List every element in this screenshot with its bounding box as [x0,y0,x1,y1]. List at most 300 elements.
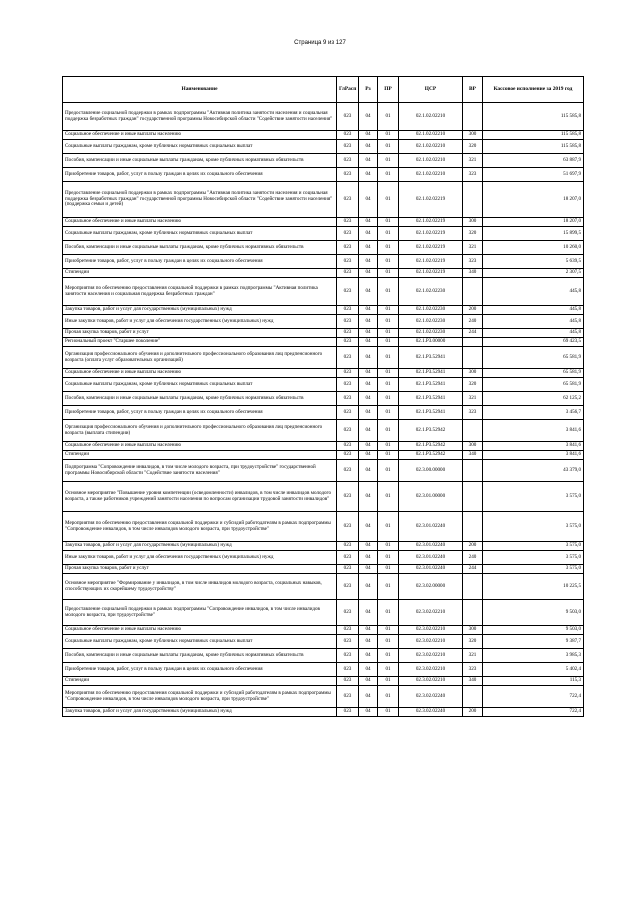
table-row [63,512,584,542]
row-name-cell: Социальное обеспечение и иные выплаты населению [63,369,337,378]
row-pr-cell: 01 [378,306,399,315]
row-pr-cell: 01 [378,686,399,708]
row-csr-cell: 02.1.02.02219 [399,218,463,227]
budget-execution-table [62,76,584,717]
row-name-cell: Закупка товаров, работ и услуг для государственных (муниципальных) нужд [63,708,337,717]
row-vr-cell [463,512,483,542]
table-row [63,420,584,442]
row-pr-cell: 01 [378,378,399,392]
row-pr-cell: 01 [378,154,399,168]
row-glrasp-cell: 023 [337,635,359,649]
row-glrasp-cell: 023 [337,278,359,306]
row-glrasp-cell: 023 [337,227,359,241]
row-vr-cell [463,574,483,600]
row-amount-cell: 115 585,8 [483,131,584,140]
row-vr-cell [463,103,483,131]
table-row [63,338,584,347]
row-name-cell: Социальное обеспечение и иные выплаты населению [63,626,337,635]
row-name-cell: Предоставление социальной поддержки в рамках подпрограммы "Активная политика занятости населения и социальная поддержка безработных граждан" государственной программы Новосибирской области "Содействие занятости населения" [63,103,337,131]
row-glrasp-cell: 023 [337,154,359,168]
row-vr-cell: 300 [463,131,483,140]
row-rz-cell: 04 [359,663,378,677]
row-amount-cell: 43 379,0 [483,460,584,482]
row-glrasp-cell: 023 [337,140,359,154]
row-pr-cell: 01 [378,131,399,140]
table-row [63,182,584,218]
row-rz-cell: 04 [359,482,378,512]
row-rz-cell: 04 [359,420,378,442]
row-amount-cell: 69 423,5 [483,338,584,347]
row-pr-cell: 01 [378,512,399,542]
row-vr-cell [463,338,483,347]
row-name-cell: Стипендии [63,451,337,460]
row-amount-cell: 3 985,3 [483,649,584,663]
table-row [63,551,584,565]
row-rz-cell: 04 [359,406,378,420]
row-glrasp-cell: 023 [337,306,359,315]
row-csr-cell: 02.1.02.02219 [399,227,463,241]
row-name-cell: Стипендии [63,269,337,278]
row-glrasp-cell: 023 [337,218,359,227]
row-pr-cell: 01 [378,255,399,269]
row-glrasp-cell: 023 [337,329,359,338]
row-amount-cell: 115 585,8 [483,140,584,154]
table-row [63,378,584,392]
row-vr-cell: 320 [463,378,483,392]
row-rz-cell: 04 [359,278,378,306]
table-row [63,406,584,420]
row-pr-cell: 01 [378,626,399,635]
row-pr-cell: 01 [378,420,399,442]
row-name-cell: Подпрограмма "Сопровождение инвалидов, в том числе молодого возраста, при трудоустройстве" государственной программы Новосибирской области "Содействие занятости населения" [63,460,337,482]
row-amount-cell: 445,8 [483,278,584,306]
row-name-cell: Социальные выплаты гражданам, кроме публичных нормативных социальных выплат [63,378,337,392]
row-vr-cell: 244 [463,565,483,574]
table-row [63,635,584,649]
row-amount-cell: 115 585,8 [483,103,584,131]
row-pr-cell: 01 [378,140,399,154]
row-vr-cell: 323 [463,255,483,269]
table-row [63,168,584,182]
row-amount-cell: 65 581,9 [483,347,584,369]
column-header-amount: Кассовое исполнение за 2019 год [483,77,584,103]
table-row [63,227,584,241]
row-vr-cell: 323 [463,663,483,677]
row-pr-cell: 01 [378,278,399,306]
row-csr-cell: 02.3.01.00000 [399,482,463,512]
table-row [63,482,584,512]
row-vr-cell: 320 [463,227,483,241]
row-vr-cell: 200 [463,708,483,717]
row-name-cell: Приобретение товаров, работ, услуг в пользу граждан в целях их социального обеспечения [63,663,337,677]
row-glrasp-cell: 023 [337,315,359,329]
table-row [63,686,584,708]
row-csr-cell: 02.3.02.02210 [399,663,463,677]
row-glrasp-cell: 023 [337,574,359,600]
row-name-cell: Иные закупки товаров, работ и услуг для обеспечения государственных (муниципальных) нужд [63,315,337,329]
row-name-cell: Организация профессионального обучения и дополнительного профессионального образования лиц предпенсионного возраста (выплата стипендии) [63,420,337,442]
row-csr-cell: 02.1.02.02210 [399,154,463,168]
row-amount-cell: 3 841,6 [483,442,584,451]
row-csr-cell: 02.3.02.02210 [399,626,463,635]
row-amount-cell: 722,4 [483,686,584,708]
row-csr-cell: 02.1.02.02210 [399,168,463,182]
row-pr-cell: 01 [378,442,399,451]
row-vr-cell [463,686,483,708]
row-glrasp-cell: 023 [337,131,359,140]
row-rz-cell: 04 [359,542,378,551]
row-rz-cell: 04 [359,140,378,154]
row-glrasp-cell: 023 [337,460,359,482]
row-vr-cell [463,182,483,218]
row-pr-cell: 01 [378,708,399,717]
row-vr-cell [463,460,483,482]
row-name-cell: Основное мероприятие "Формирование у инвалидов, в том числе инвалидов молодого возраста, социальных навыков, способствующих их скорейшему трудоустройству" [63,574,337,600]
row-glrasp-cell: 023 [337,255,359,269]
column-header-name: Наименование [63,77,337,103]
row-pr-cell: 01 [378,392,399,406]
column-header-pr: ПР [378,77,399,103]
row-name-cell: Закупка товаров, работ и услуг для государственных (муниципальных) нужд [63,306,337,315]
row-amount-cell: 445,8 [483,306,584,315]
row-pr-cell: 01 [378,663,399,677]
row-rz-cell: 04 [359,565,378,574]
row-rz-cell: 04 [359,378,378,392]
table-row [63,306,584,315]
row-name-cell: Пособия, компенсации и иные социальные выплаты гражданам, кроме публичных нормативных обязательств [63,241,337,255]
row-pr-cell: 01 [378,338,399,347]
row-glrasp-cell: 023 [337,420,359,442]
row-pr-cell: 01 [378,103,399,131]
row-rz-cell: 04 [359,392,378,406]
row-amount-cell: 5 402,4 [483,663,584,677]
row-pr-cell: 01 [378,460,399,482]
row-csr-cell: 02.3.01.02240 [399,565,463,574]
row-pr-cell: 01 [378,542,399,551]
row-csr-cell: 02.3.02.02210 [399,649,463,663]
row-vr-cell: 323 [463,406,483,420]
row-vr-cell [463,482,483,512]
table-row [63,451,584,460]
row-amount-cell: 3 575,0 [483,512,584,542]
row-amount-cell: 3 575,0 [483,565,584,574]
row-amount-cell: 445,8 [483,315,584,329]
row-csr-cell: 02.1.P3.52941 [399,378,463,392]
row-amount-cell: 18 207,0 [483,182,584,218]
row-glrasp-cell: 023 [337,103,359,131]
row-rz-cell: 04 [359,574,378,600]
row-name-cell: Предоставление социальной поддержки в рамках подпрограммы "Активная политика занятости населения и социальная поддержка безработных граждан" государственной программы Новосибирской области "Содействие занятости населения" (поддержка семьи и детей) [63,182,337,218]
row-rz-cell: 04 [359,131,378,140]
row-name-cell: Прочая закупка товаров, работ и услуг [63,329,337,338]
row-rz-cell: 04 [359,551,378,565]
row-glrasp-cell: 023 [337,338,359,347]
row-glrasp-cell: 023 [337,663,359,677]
table-row [63,269,584,278]
table-row [63,131,584,140]
row-glrasp-cell: 023 [337,442,359,451]
row-pr-cell: 01 [378,551,399,565]
table-row [63,329,584,338]
table-row [63,663,584,677]
row-glrasp-cell: 023 [337,168,359,182]
column-header-vr: ВР [463,77,483,103]
table-row [63,708,584,717]
row-glrasp-cell: 023 [337,677,359,686]
row-csr-cell: 02.1.P3.52942 [399,420,463,442]
row-amount-cell: 9 503,0 [483,600,584,626]
row-name-cell: Прочая закупка товаров, работ и услуг [63,565,337,574]
table-row [63,565,584,574]
row-rz-cell: 04 [359,460,378,482]
column-header-glrasp: ГлРасп [337,77,359,103]
row-amount-cell: 3 841,6 [483,420,584,442]
row-pr-cell: 01 [378,406,399,420]
row-csr-cell: 02.1.02.02219 [399,269,463,278]
row-rz-cell: 04 [359,306,378,315]
row-rz-cell: 04 [359,182,378,218]
row-vr-cell: 340 [463,451,483,460]
row-csr-cell: 02.1.P3.52942 [399,451,463,460]
row-rz-cell: 04 [359,255,378,269]
row-name-cell: Пособия, компенсации и иные социальные выплаты гражданам, кроме публичных нормативных обязательств [63,154,337,168]
table-row [63,140,584,154]
row-pr-cell: 01 [378,574,399,600]
row-pr-cell: 01 [378,677,399,686]
row-name-cell: Социальные выплаты гражданам, кроме публичных нормативных социальных выплат [63,227,337,241]
row-glrasp-cell: 023 [337,626,359,635]
row-name-cell: Социальное обеспечение и иные выплаты населению [63,442,337,451]
row-rz-cell: 04 [359,329,378,338]
row-rz-cell: 04 [359,315,378,329]
column-header-csr: ЦСР [399,77,463,103]
table-row [63,574,584,600]
row-glrasp-cell: 023 [337,269,359,278]
row-name-cell: Мероприятия по обеспечению предоставления социальной поддержки и субсидий работодателям в рамках подпрограммы "Сопровождение инвалидов, в том числе инвалидов молодого возраста, при трудоустройстве" [63,512,337,542]
row-csr-cell: 02.1.02.02219 [399,182,463,218]
row-vr-cell: 321 [463,649,483,663]
row-csr-cell: 02.1.P3.52941 [399,369,463,378]
row-vr-cell: 320 [463,140,483,154]
row-glrasp-cell: 023 [337,649,359,663]
row-rz-cell: 04 [359,677,378,686]
row-pr-cell: 01 [378,635,399,649]
row-amount-cell: 63 887,9 [483,154,584,168]
row-glrasp-cell: 023 [337,600,359,626]
row-name-cell: Мероприятия по обеспечению предоставления социальной поддержки в рамках подпрограммы "Активная политика занятости населения и социальная поддержка безработных граждан" [63,278,337,306]
row-csr-cell: 02.1.P3.00000 [399,338,463,347]
row-glrasp-cell: 023 [337,542,359,551]
row-vr-cell: 321 [463,154,483,168]
row-csr-cell: 02.1.02.02230 [399,278,463,306]
row-vr-cell: 320 [463,635,483,649]
row-amount-cell: 65 581,9 [483,369,584,378]
table-row [63,218,584,227]
row-vr-cell [463,347,483,369]
row-amount-cell: 722,4 [483,708,584,717]
row-vr-cell: 200 [463,542,483,551]
row-glrasp-cell: 023 [337,378,359,392]
row-name-cell: Иные закупки товаров, работ и услуг для обеспечения государственных (муниципальных) нужд [63,551,337,565]
row-vr-cell: 321 [463,241,483,255]
row-amount-cell: 3 575,0 [483,542,584,551]
row-name-cell: Приобретение товаров, работ, услуг в пользу граждан в целях их социального обеспечения [63,168,337,182]
row-csr-cell: 02.1.02.02210 [399,103,463,131]
row-vr-cell: 300 [463,369,483,378]
row-rz-cell: 04 [359,103,378,131]
row-rz-cell: 04 [359,218,378,227]
row-csr-cell: 02.1.P3.52941 [399,406,463,420]
table-row [63,255,584,269]
row-csr-cell: 02.3.01.02240 [399,512,463,542]
row-pr-cell: 01 [378,347,399,369]
row-vr-cell: 340 [463,677,483,686]
row-name-cell: Социальные выплаты гражданам, кроме публичных нормативных социальных выплат [63,140,337,154]
row-vr-cell [463,420,483,442]
table-row [63,154,584,168]
table-row [63,103,584,131]
row-pr-cell: 01 [378,649,399,663]
row-csr-cell: 02.3.02.02210 [399,677,463,686]
row-rz-cell: 04 [359,227,378,241]
row-glrasp-cell: 023 [337,512,359,542]
row-pr-cell: 01 [378,227,399,241]
row-amount-cell: 5 639,5 [483,255,584,269]
page-number-label: Страница 9 из 127 [294,40,346,46]
row-amount-cell: 3 575,0 [483,482,584,512]
row-rz-cell: 04 [359,512,378,542]
row-csr-cell: 02.1.P3.52941 [399,392,463,406]
row-amount-cell: 3 456,7 [483,406,584,420]
row-rz-cell: 04 [359,635,378,649]
row-amount-cell: 51 697,9 [483,168,584,182]
row-pr-cell: 01 [378,241,399,255]
row-vr-cell: 240 [463,315,483,329]
row-vr-cell [463,600,483,626]
row-name-cell: Мероприятия по обеспечению предоставления социальной поддержки и субсидий работодателям в рамках подпрограммы "Сопровождение инвалидов, в том числе инвалидов молодого возраста, при трудоустройстве" [63,686,337,708]
row-pr-cell: 01 [378,565,399,574]
row-rz-cell: 04 [359,154,378,168]
row-vr-cell: 200 [463,306,483,315]
table-row [63,392,584,406]
row-glrasp-cell: 023 [337,182,359,218]
row-name-cell: Социальное обеспечение и иные выплаты населению [63,218,337,227]
row-glrasp-cell: 023 [337,406,359,420]
row-csr-cell: 02.1.02.02230 [399,315,463,329]
row-amount-cell: 9 387,7 [483,635,584,649]
row-pr-cell: 01 [378,168,399,182]
row-amount-cell: 445,8 [483,329,584,338]
table-row [63,241,584,255]
row-csr-cell: 02.1.02.02210 [399,131,463,140]
row-glrasp-cell: 023 [337,565,359,574]
row-rz-cell: 04 [359,708,378,717]
row-pr-cell: 01 [378,315,399,329]
row-pr-cell: 01 [378,600,399,626]
row-glrasp-cell: 023 [337,369,359,378]
row-glrasp-cell: 023 [337,451,359,460]
row-csr-cell: 02.1.02.02230 [399,329,463,338]
row-csr-cell: 02.1.02.02219 [399,241,463,255]
row-glrasp-cell: 023 [337,551,359,565]
table-row [63,600,584,626]
row-vr-cell: 321 [463,392,483,406]
row-rz-cell: 04 [359,451,378,460]
row-vr-cell: 300 [463,626,483,635]
row-vr-cell: 244 [463,329,483,338]
row-amount-cell: 3 841,6 [483,451,584,460]
row-pr-cell: 01 [378,482,399,512]
row-name-cell: Приобретение товаров, работ, услуг в пользу граждан в целях их социального обеспечения [63,406,337,420]
row-rz-cell: 04 [359,442,378,451]
row-vr-cell: 300 [463,218,483,227]
row-glrasp-cell: 023 [337,392,359,406]
table-header-row [63,77,584,103]
table-row [63,649,584,663]
table-row [63,442,584,451]
row-glrasp-cell: 023 [337,347,359,369]
column-header-rz: Рз [359,77,378,103]
row-name-cell: Социальные выплаты гражданам, кроме публичных нормативных социальных выплат [63,635,337,649]
row-name-cell: Пособия, компенсации и иные социальные выплаты гражданам, кроме публичных нормативных обязательств [63,392,337,406]
row-rz-cell: 04 [359,347,378,369]
row-glrasp-cell: 023 [337,241,359,255]
row-csr-cell: 02.3.02.02240 [399,686,463,708]
row-amount-cell: 115,3 [483,677,584,686]
row-csr-cell: 02.1.02.02219 [399,255,463,269]
row-name-cell: Организация профессионального обучения и дополнительного профессионального образования лиц предпенсионного возраста (оплата услуг образовательных организаций) [63,347,337,369]
row-pr-cell: 01 [378,182,399,218]
table-row [63,369,584,378]
row-rz-cell: 04 [359,649,378,663]
row-rz-cell: 04 [359,626,378,635]
row-amount-cell: 15 899,5 [483,227,584,241]
row-csr-cell: 02.1.P3.52941 [399,347,463,369]
table-row [63,460,584,482]
row-csr-cell: 02.3.01.02240 [399,551,463,565]
row-csr-cell: 02.3.02.02240 [399,708,463,717]
row-csr-cell: 02.1.02.02230 [399,306,463,315]
table-row [63,542,584,551]
row-amount-cell: 65 581,9 [483,378,584,392]
table-row [63,278,584,306]
row-pr-cell: 01 [378,451,399,460]
row-csr-cell: 02.3.02.02210 [399,635,463,649]
row-csr-cell: 02.1.P3.52942 [399,442,463,451]
row-name-cell: Закупка товаров, работ и услуг для государственных (муниципальных) нужд [63,542,337,551]
row-glrasp-cell: 023 [337,482,359,512]
row-pr-cell: 01 [378,218,399,227]
row-rz-cell: 04 [359,686,378,708]
row-vr-cell: 340 [463,269,483,278]
row-pr-cell: 01 [378,269,399,278]
row-name-cell: Стипендии [63,677,337,686]
row-rz-cell: 04 [359,168,378,182]
table-body [63,103,584,717]
row-name-cell: Основное мероприятие "Повышение уровня компетенции (осведомленности) инвалидов, в том числе инвалидов молодого возраста, а также работников учреждений занятости населения по вопросам организации трудовой занятости инвалидов" [63,482,337,512]
row-pr-cell: 01 [378,329,399,338]
row-glrasp-cell: 023 [337,708,359,717]
row-vr-cell: 323 [463,168,483,182]
row-name-cell: Пособия, компенсации и иные социальные выплаты гражданам, кроме публичных нормативных обязательств [63,649,337,663]
row-csr-cell: 02.3.01.02240 [399,542,463,551]
row-rz-cell: 04 [359,369,378,378]
row-amount-cell: 9 503,0 [483,626,584,635]
row-rz-cell: 04 [359,338,378,347]
table-row [63,347,584,369]
row-pr-cell: 01 [378,369,399,378]
row-vr-cell: 300 [463,442,483,451]
